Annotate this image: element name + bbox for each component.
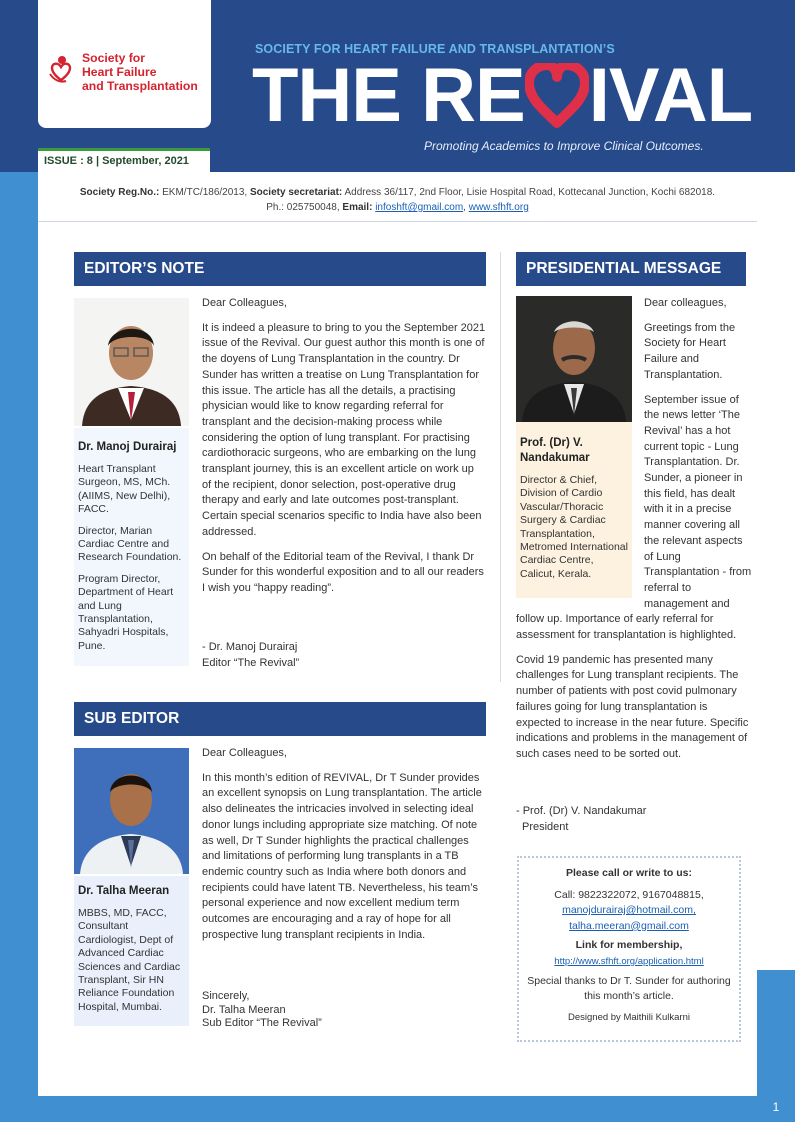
sub-editor-signature <box>202 990 486 1031</box>
reg-label: Society Reg.No.: <box>79 187 160 198</box>
sub-editor-name: Dr. Talha Meeran <box>78 885 170 897</box>
president-sign-title: President <box>522 820 569 833</box>
society-logo-icon <box>48 54 74 84</box>
left-accent-band <box>0 172 38 1122</box>
presidential-paragraph-2: September issue of the news letter ‘The Revival’ has a hot current topic - Lung Transplantation. Dr. Sunder, a pioneer in this field, has dealt with it in a precise manner covering all the relevant aspects of Lung Transplantation - from referral to management and follow up. Importance of early referral for assessment for transplantation is highlighted. <box>516 393 752 642</box>
editor-bio-2: Director, Marian Cardiac Centre and Research Foundation. <box>78 524 182 564</box>
secretariat-address: Address 36/117, 2nd Floor, Lisie Hospital Road, Kottecanal Junction, Kochi 682018. <box>342 187 716 198</box>
designer-credit: Designed by Maithili Kulkarni <box>568 1011 690 1023</box>
president-profile <box>516 296 642 598</box>
editors-note-paragraph-1: It is indeed a pleasure to bring to you the September 2021 issue of the Revival. Our guest author this month is one of the doyens of Lung Transplantation in the country. Dr Sunder has written a treatise on Lung Transplantation for this issue. The article has all the details, a practising physician would like to know regarding referral for transplant and the decision-making process while considering the option of lung transplant. For practising cardiothoracic surgeons, who are embarking on the lung transplant journey, this is an excellent article on work up of the recipient, donor selection, post-operative drug therapy and early and late outcomes post-transplant. Certain special scenarios specific to India have also been addressed. <box>202 321 486 538</box>
masthead-title <box>252 55 752 137</box>
sub-editor-sidebar <box>74 876 189 1026</box>
editor-portrait-icon <box>74 298 189 426</box>
sub-editor-sign-2: Dr. Talha Meeran <box>202 1003 286 1016</box>
editors-note-paragraph-2: On behalf of the Editorial team of the Revival, I thank Dr Sunder for this wonderful exposition and to all our readers I wish you “happy reading”. <box>202 550 484 594</box>
editor-bio-3: Program Director, Department of Heart and Lung Transplantation, Sahyadri Hospitals, Pune. <box>78 572 174 652</box>
heart-v-icon <box>525 63 589 129</box>
society-name-line2: Heart Failure <box>82 65 157 79</box>
editors-note-signature <box>202 640 486 671</box>
president-portrait-icon <box>516 296 632 422</box>
president-sign-name: - Prof. (Dr) V. Nandakumar <box>516 805 647 817</box>
registration-info: Society Reg.No.: EKM/TC/186/2013, Society secretariat: Address 36/117, 2nd Floor, Lisie Hospital Road, Kottecanal Junction, Kochi 682018. Ph.: 025750048, Email: infoshft@gmail.com, www.sfhft.org <box>38 178 757 222</box>
secretariat-label: Society secretariat: <box>249 187 343 198</box>
sub-editor-heading: SUB EDITOR <box>74 702 486 736</box>
phone: Ph.: 025750048, <box>266 202 340 213</box>
presidential-body <box>516 296 752 772</box>
editor-bio-1: Heart Transplant Surgeon, MS, MCh. (AIIMS, New Delhi), FACC. <box>78 463 171 516</box>
masthead-supertitle: SOCIETY FOR HEART FAILURE AND TRANSPLANTATION’S <box>255 42 615 56</box>
sub-editor-portrait-icon <box>74 748 189 874</box>
editor-sign-name: - Dr. Manoj Durairaj <box>202 641 298 653</box>
membership-heading: Link for membership, <box>575 939 683 952</box>
presidential-greeting: Dear colleagues, <box>644 297 727 309</box>
president-bio: Director & Chief, Division of Cardio Vascular/Thoracic Surgery & Cardiac Transplantation, Metromed International Cardiac Centre, Calicut, Kerala. <box>520 474 628 580</box>
bottom-accent-band <box>38 1096 795 1122</box>
masthead-title-left: THE RE <box>252 53 525 138</box>
editor-photo <box>74 298 189 426</box>
column-divider <box>500 252 501 682</box>
membership-link[interactable]: http://www.sfhft.org/application.html <box>554 955 704 967</box>
sub-editor-sign-1: Sincerely, <box>202 990 250 1002</box>
contact-heading: Please call or write to us: <box>565 867 693 879</box>
sub-editor-body <box>202 746 486 952</box>
editor-name: Dr. Manoj Durairaj <box>78 441 177 453</box>
issue-label: ISSUE : 8 | September, 2021 <box>38 148 210 172</box>
president-name: Prof. (Dr) V. Nandakumar <box>520 437 590 464</box>
email-label: Email: <box>342 202 373 213</box>
editors-note-body <box>202 296 486 606</box>
editors-note-greeting: Dear Colleagues, <box>202 297 287 309</box>
sub-editor-bio: MBBS, MD, FACC, Consultant Cardiologist, Dept of Advanced Cardiac Sciences and Cardiac Transplant, Sir HN Reliance Foundation Hospital, Mumbai. <box>78 907 181 1013</box>
editor-sign-title: Editor “The Revival” <box>202 656 300 669</box>
contact-box <box>517 856 741 1042</box>
page-number: 1 <box>772 1100 780 1114</box>
email-link[interactable]: infoshft@gmail.com <box>375 202 464 213</box>
thanks-note: Special thanks to Dr T. Sunder for authoring this month’s article. <box>527 974 731 1003</box>
sub-editor-paragraph: In this month’s edition of REVIVAL, Dr T Sunder provides an excellent synopsis on Lung transplantation. The article also delineates the intricacies involved in selecting ideal donor lungs including appropriate size matching. Of note as well, Dr T Sunder highlights the practical challenges and limitations of performing lung transplants in a TB endemic country such as India where both donors and recipients could have latent TB. Nevertheless, his team’s personal experience and now excellent medium term outcomes are encouraging and a ray of hope for all prospective lung transplant recipients in India. <box>202 771 482 941</box>
society-name-line1: Society for <box>82 51 145 65</box>
masthead-tagline: Promoting Academics to Improve Clinical Outcomes. <box>424 139 704 153</box>
president-photo <box>516 296 632 422</box>
reg-value: EKM/TC/186/2013, <box>159 187 248 198</box>
website-link[interactable]: www.sfhft.org <box>468 202 529 213</box>
society-name-line3: and Transplantation <box>82 79 198 93</box>
presidential-paragraph-3: Covid 19 pandemic has presented many challenges for Lung transplant recipients. The number of patients with post covid pulmonary failures going for lung transplantation is expected to increase in the near future. Specific indications and problems in the management of such cases need to be sorted out. <box>516 653 749 760</box>
contact-email-2[interactable]: talha.meeran@gmail.com <box>569 919 689 932</box>
society-name <box>82 51 210 93</box>
editors-note-heading: EDITOR’S NOTE <box>74 252 486 286</box>
editor-sidebar <box>74 428 189 666</box>
sub-editor-greeting: Dear Colleagues, <box>202 747 287 759</box>
presidential-paragraph-1: Greetings from the Society for Heart Failure and Transplantation. <box>644 321 736 381</box>
presidential-signature <box>516 804 752 835</box>
contact-email-1[interactable]: manojdurairaj@hotmail.com, <box>562 904 696 917</box>
sub-editor-sign-3: Sub Editor “The Revival” <box>202 1017 322 1029</box>
presidential-heading: PRESIDENTIAL MESSAGE <box>516 252 746 286</box>
masthead-title-right: IVAL <box>588 53 753 138</box>
president-sidebar <box>516 422 632 598</box>
sub-editor-photo <box>74 748 189 874</box>
contact-phones: Call: 9822322072, 9167048815, <box>554 888 704 901</box>
logo-card <box>38 0 211 128</box>
